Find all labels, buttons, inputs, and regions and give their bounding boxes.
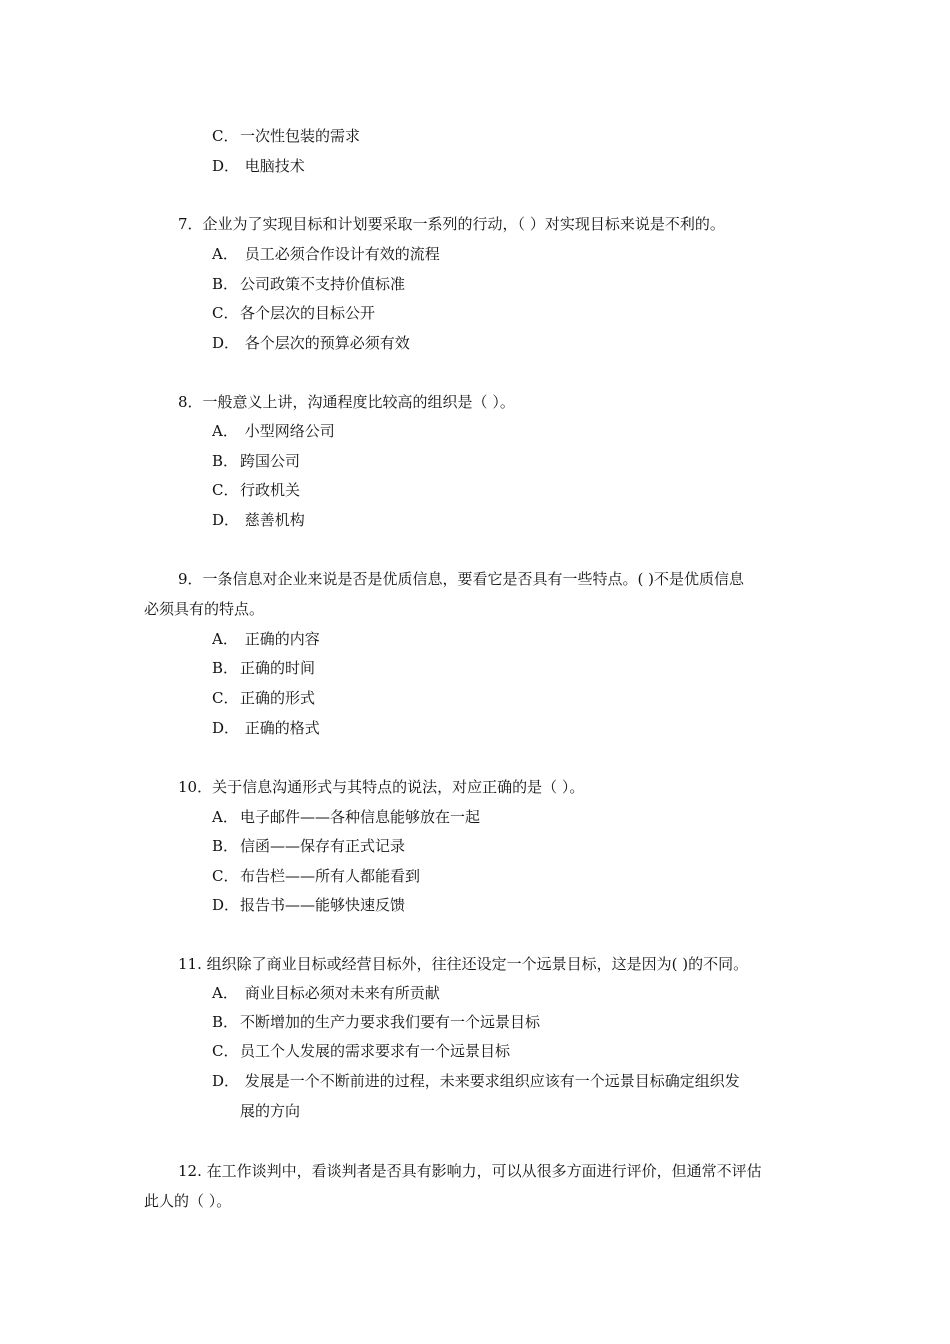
- option-letter: B．: [212, 1013, 239, 1031]
- question-9-option-d: [212, 713, 320, 743]
- question-9-stem-line2: 必须具有的特点。: [144, 600, 265, 618]
- question-11-option-d-continuation: 展的方向: [240, 1102, 301, 1120]
- option-text: 小型网络公司: [240, 422, 335, 440]
- option-text: 跨国公司: [240, 452, 301, 470]
- option-letter: D．: [212, 334, 240, 352]
- question-9-option-b: [212, 653, 315, 683]
- option-letter: C．: [212, 304, 239, 322]
- question-8-stem: 8．一般意义上讲，沟通程度比较高的组织是（ ）。: [178, 393, 515, 411]
- option-letter: D．: [212, 1072, 240, 1090]
- question-7-stem: 7．企业为了实现目标和计划要采取一系列的行动，（ ）对实现目标来说是不利的。: [178, 215, 725, 233]
- question-10-option-b: [212, 831, 405, 861]
- option-letter: A．: [212, 984, 238, 1002]
- option-text: 员工个人发展的需求要求有一个远景目标: [240, 1042, 511, 1060]
- option-text: 商业目标必须对未来有所贡献: [240, 984, 440, 1002]
- question-7-option-b: [212, 269, 405, 299]
- option-text: 电脑技术: [240, 157, 305, 175]
- option-text: 各个层次的预算必须有效: [240, 334, 410, 352]
- option-text: 员工必须合作设计有效的流程: [240, 245, 440, 263]
- option-letter: D．: [212, 511, 240, 529]
- question-7-option-a: [212, 239, 440, 269]
- question-8-option-a: [212, 416, 335, 446]
- option-text: 正确的形式: [240, 689, 316, 707]
- question-11-option-b: [212, 1007, 540, 1037]
- question-10-option-a: [212, 802, 480, 832]
- option-text: 正确的内容: [240, 630, 320, 648]
- option-letter: A．: [212, 808, 238, 826]
- option-letter: A．: [212, 245, 238, 263]
- question-11-stem: 11. 组织除了商业目标或经营目标外，往往还设定一个远景目标，这是因为( )的不同。: [178, 955, 749, 973]
- option-letter: C．: [212, 867, 239, 885]
- question-9-option-c: [212, 683, 315, 713]
- option-text: 慈善机构: [240, 511, 305, 529]
- question-10-option-c: [212, 861, 420, 891]
- option-text: 各个层次的目标公开: [240, 304, 376, 322]
- option-letter: C．: [212, 481, 239, 499]
- option-letter: B．: [212, 275, 239, 293]
- option-text: 发展是一个不断前进的过程，未来要求组织应该有一个远景目标确定组织发: [240, 1072, 740, 1090]
- option-text: 正确的时间: [240, 659, 316, 677]
- question-12-stem-line2: 此人的（ ）。: [144, 1192, 232, 1210]
- option-text: 一次性包装的需求: [240, 127, 361, 145]
- question-10-option-d: [212, 890, 405, 920]
- question-12-stem-line1: 12. 在工作谈判中，看谈判者是否具有影响力，可以从很多方面进行评价，但通常不评估: [178, 1162, 762, 1180]
- option-letter: D．: [212, 896, 240, 914]
- option-text: 正确的格式: [240, 719, 320, 737]
- option-letter: C．: [212, 127, 239, 145]
- question-7-option-d: [212, 328, 410, 358]
- question-8-option-d: [212, 505, 305, 535]
- option-letter: C．: [212, 1042, 239, 1060]
- question-11-option-d: [212, 1066, 740, 1096]
- question-9-stem-line1: 9．一条信息对企业来说是否是优质信息，要看它是否具有一些特点。( )不是优质信息: [178, 570, 745, 588]
- option-letter: B．: [212, 452, 239, 470]
- question-10-stem: 10．关于信息沟通形式与其特点的说法，对应正确的是（ ）。: [178, 778, 585, 796]
- question-11-option-c: [212, 1036, 510, 1066]
- lead-option-c: [212, 121, 360, 151]
- option-text: 公司政策不支持价值标准: [240, 275, 406, 293]
- question-8-option-b: [212, 446, 300, 476]
- option-text: 布告栏——所有人都能看到: [240, 867, 421, 885]
- option-letter: B．: [212, 837, 239, 855]
- question-11-option-a: [212, 978, 440, 1008]
- option-letter: A．: [212, 630, 238, 648]
- option-text: 行政机关: [240, 481, 301, 499]
- option-letter: A．: [212, 422, 238, 440]
- option-letter: C．: [212, 689, 239, 707]
- option-letter: D．: [212, 157, 240, 175]
- question-7-option-c: [212, 298, 375, 328]
- option-text: 信函——保存有正式记录: [240, 837, 406, 855]
- lead-option-d: [212, 151, 305, 181]
- option-letter: D．: [212, 719, 240, 737]
- question-8-option-c: [212, 475, 300, 505]
- option-text: 报告书——能够快速反馈: [240, 896, 406, 914]
- option-text: 不断增加的生产力要求我们要有一个远景目标: [240, 1013, 541, 1031]
- question-9-option-a: [212, 624, 320, 654]
- option-letter: B．: [212, 659, 239, 677]
- option-text: 电子邮件——各种信息能够放在一起: [240, 808, 481, 826]
